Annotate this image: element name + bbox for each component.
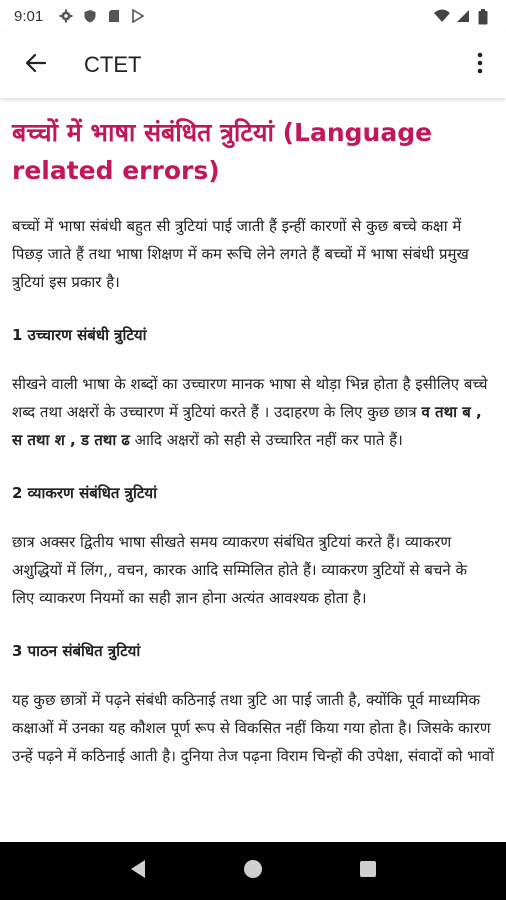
nav-home-button[interactable] xyxy=(233,851,273,891)
section-text-pronunciation xyxy=(12,370,494,454)
article-title: बच्चों में भाषा संबंधित त्रुटियां (Language related errors) xyxy=(12,118,433,185)
app-title: CTET xyxy=(84,52,142,77)
system-nav-bar xyxy=(0,842,506,900)
section-text-part: सीखने वाली भाषा के शब्दों का उच्चारण मानक भाषा से थोड़ा भिन्न होता है इसीलिए बच्चे शब्द तथा अक्षरों के उच्चारण में त्रुटियां करते हैं । उदाहरण के लिए कुछ छात्र xyxy=(12,375,488,421)
more-vert-icon xyxy=(477,52,483,78)
nav-recents-button[interactable] xyxy=(348,851,388,891)
section-heading-grammar: 2 व्याकरण संबंधित त्रुटियां xyxy=(12,484,157,502)
nav-home-icon xyxy=(243,859,263,883)
sd-card-icon xyxy=(107,9,121,23)
overflow-menu-button[interactable] xyxy=(468,49,492,81)
section-text-part: आदि अक्षरों को सही से उच्चारित नहीं कर पाते हैं। xyxy=(129,431,403,449)
article-content[interactable] xyxy=(0,100,506,842)
wifi-icon xyxy=(434,9,448,23)
app-bar xyxy=(0,32,506,98)
section-text-reading: यह कुछ छात्रों में पढ़ने संबंधी कठिनाई तथा त्रुटि आ पाई जाती है, क्योंकि पूर्व माध्यमिक कक्षाओं में उनका यह कौशल पूर्ण रूप से विकसित नहीं किया गया होता है। जिसके कारण उन्हें पढ़ने में कठिनाई आती है। दुनिया तेज पढ़ना विराम चिन्हों की उपेक्षा, संवादों को भावों xyxy=(12,691,494,765)
nav-recents-icon xyxy=(359,860,377,882)
signal-icon xyxy=(456,9,470,23)
section-text-grammar: छात्र अक्सर द्वितीय भाषा सीखते समय व्याकरण संबंधित त्रुटियां करते हैं। व्याकरण अशुद्धियों में लिंग,, वचन, कारक आदि सम्मिलित होते हैं। व्याकरण त्रुटियों से बचने के लिए व्याकरण नियमों का सही ज्ञान होना अत्यंत आवश्यक होता है। xyxy=(12,533,468,607)
article-intro: बच्चों में भाषा संबंधी बहुत सी त्रुटियां पाई जाती हैं इन्हीं कारणों से कुछ बच्चे कक्षा में पिछड़ जाते हैं तथा भाषा शिक्षण में कम रूचि लेने लगते हैं बच्चों में भाषा संबंधी प्रमुख त्रुटियां इस प्रकार है। xyxy=(12,217,469,291)
play-store-icon xyxy=(131,9,145,23)
nav-back-button[interactable] xyxy=(118,851,158,891)
section-text-bold: व तथा ब , स तथा श , ड तथा ढ xyxy=(12,403,482,449)
back-button[interactable] xyxy=(22,51,50,79)
shield-icon xyxy=(83,9,97,23)
nav-back-icon xyxy=(129,859,147,883)
section-heading-pronunciation: 1 उच्चारण संबंधी त्रुटियां xyxy=(12,326,147,344)
status-time: 9:01 xyxy=(14,7,44,25)
section-heading-reading: 3 पाठन संबंधित त्रुटियां xyxy=(12,642,141,660)
settings-icon xyxy=(59,9,73,23)
battery-icon xyxy=(478,9,492,23)
back-arrow-icon xyxy=(25,52,47,78)
status-bar xyxy=(0,0,506,32)
